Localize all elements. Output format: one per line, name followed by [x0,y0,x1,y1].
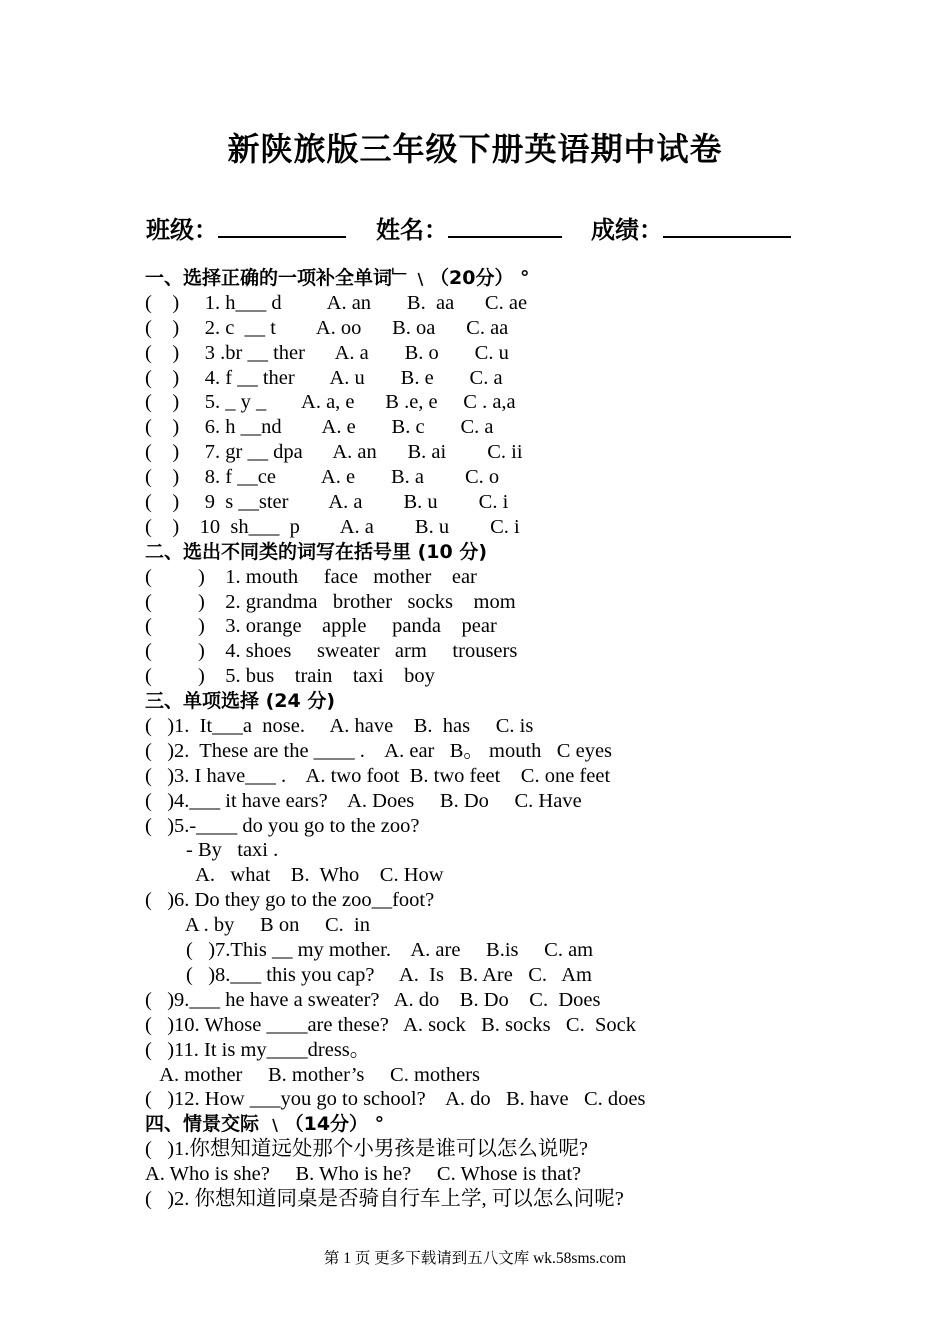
question-line: ( ) 3 .br __ ther A. a B. o C. u [145,341,509,364]
question-line: ( ) 3. orange apple panda pear [145,615,497,638]
section-heading: 二、选出不同类的词写在括号里 (10 分) [145,540,488,563]
question-line: A. what B. Who C. How [145,864,444,887]
question-line: ( )10. Whose ____are these? A. sock B. socks C. Sock [145,1013,636,1036]
question-line: ( ) 9 s __ster A. a B. u C. i [145,491,509,514]
exam-content [145,266,845,1212]
question-line: ( ) 2. c __ t A. oo B. oa C. aa [145,316,509,339]
section-heading: 一、选择正确的一项补全单词﹂﹨（20分） ° [145,267,530,289]
question-line: ( ) 6. h __nd A. e B. c C. a [145,416,494,439]
student-info-row [146,210,826,250]
section-heading: 四、情景交际 ﹨（14分） ° [145,1113,385,1136]
section-heading: 三、单项选择 (24 分) [145,690,336,713]
question-line: ( ) 4. shoes sweater arm trousers [145,640,518,663]
class-label: 班级： [146,216,218,244]
question-line: ( )12. How ___you go to school? A. do B. have C. does [145,1088,646,1111]
question-line: A. mother B. mother’s C. mothers [145,1063,481,1086]
question-line: ( )4.___ it have ears? A. Does B. Do C. Have [145,789,582,812]
question-line: ( )11. It is my____dress。 [145,1038,371,1061]
name-blank [448,210,562,238]
question-line: ( )8.___ this you cap? A. Is B. Are C. Am [145,963,592,986]
name-field [376,210,448,245]
score-blank [663,210,791,238]
question-line: A. Who is she? B. Who is he? C. Whose is that? [145,1163,582,1186]
question-line: ( ) 4. f __ ther A. u B. e C. a [145,366,503,389]
question-line: ( ) 8. f __ce A. e B. a C. o [145,466,500,489]
question-line: ( ) 5. _ y _ A. a, e B .e, e C . a,a [145,391,516,414]
question-line: ( )2. These are the ____ . A. ear B。 mouth C eyes [145,739,613,762]
question-line: ( )1. It___a nose. A. have B. has C. is [145,715,534,738]
score-field [591,210,663,245]
question-line: ( )1.你想知道远处那个小男孩是谁可以怎么说呢? [145,1138,589,1161]
question-line: ( ) 10 sh___ p A. a B. u C. i [145,515,520,538]
question-line: ( )3. I have___ . A. two foot B. two feet C. one feet [145,764,611,787]
question-line: ( )2. 你想知道同桌是否骑自行车上学, 可以怎么问呢? [145,1187,624,1210]
question-line: ( ) 2. grandma brother socks mom [145,590,516,613]
page-footer: 第 1 页 更多下载请到五八文库 wk.58sms.com [323,1250,627,1267]
question-line: ( ) 1. mouth face mother ear [145,565,477,588]
question-line: ( )6. Do they go to the zoo__foot? [145,889,435,912]
question-line: - By taxi . [145,839,279,862]
question-line: ( ) 5. bus train taxi boy [145,665,435,688]
question-line: ( )7.This __ my mother. A. are B.is C. am [145,939,594,962]
class-field [146,210,218,245]
question-line: ( ) 1. h___ d A. an B. aa C. ae [145,291,528,314]
class-blank [218,210,346,238]
page-title: 新陕旅版三年级下册英语期中试卷 [227,130,723,168]
question-line: ( )5.-____ do you go to the zoo? [145,814,420,837]
question-line: ( )9.___ he have a sweater? A. do B. Do C. Does [145,988,601,1011]
name-label: 姓名： [376,216,448,244]
question-line: A . by B on C. in [145,914,370,937]
question-line: ( ) 7. gr __ dpa A. an B. ai C. ii [145,441,523,464]
score-label: 成绩： [591,216,663,244]
